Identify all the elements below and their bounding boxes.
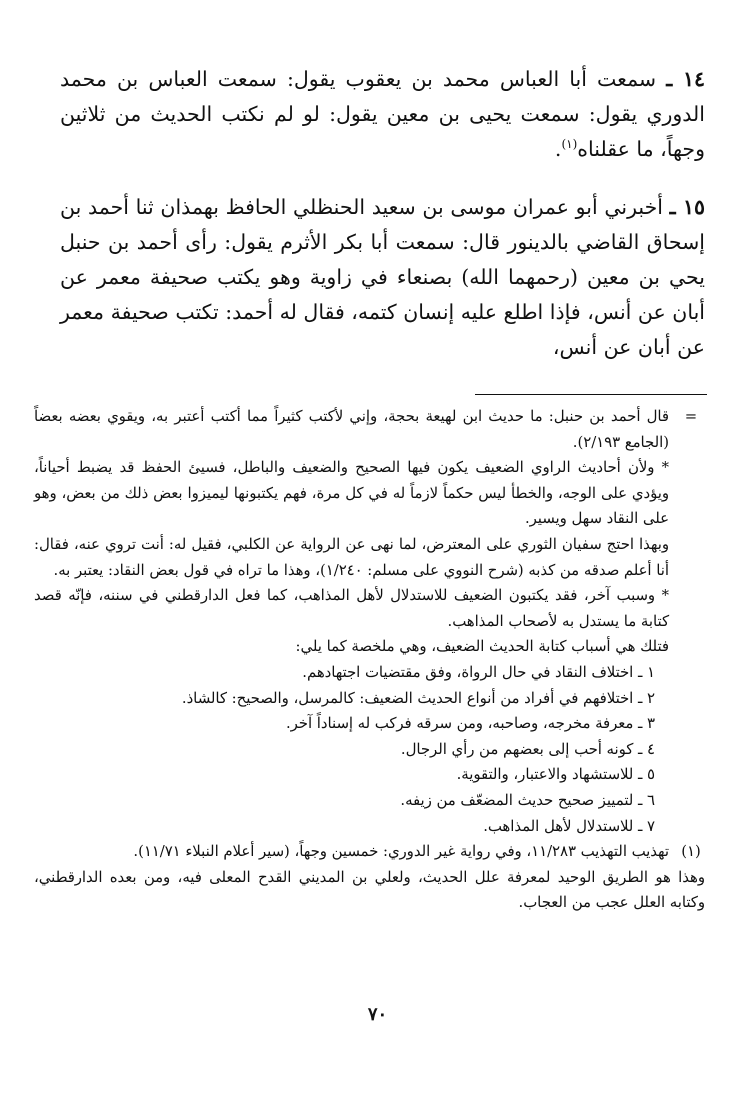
reason-item: ٢ ـ اختلافهم في أفراد من أنواع الحديث الضعيف: كالمرسل، والصحيح: كالشاذ.	[181, 689, 655, 707]
reason-item: ٧ ـ للاستدلال لأهل المذاهب.	[483, 817, 655, 835]
footnote-line: وهذا هو الطريق الوحيد لمعرفة علل الحديث، ولعلي بن المديني القدح المعلى فيه، ومن بعده الدارقطني، وكتابه العلل عجب من العجاب.	[34, 868, 705, 912]
paragraph-text: سمعت أبا العباس محمد بن يعقوب يقول: سمعت العباس بن محمد الدوري يقول: سمعت يحيى بن معين يقول: لو لم نكتب الحديث من ثلاثين وجهاً، ما عقلناه	[60, 67, 705, 161]
footnote-1	[34, 839, 705, 865]
footnote-marker: (١)	[681, 843, 701, 861]
continuation-marker: =	[684, 408, 698, 425]
footnote-continuation	[34, 404, 705, 839]
paragraph-number: ١٥ ـ	[669, 195, 705, 219]
footnote-line: فتلك هي أسباب كتابة الحديث الضعيف، وهي ملخصة كما يلي:	[295, 638, 669, 656]
footnote-divider	[475, 394, 707, 395]
footnote-line: وبهذا احتج سفيان الثوري على المعترض، لما نهى عن الرواية عن الكلبي، فقيل له: أنت تروي عنه، فقال: أنا أعلم صدقه من كذبه (شرح النووي على مسلم: ١/٢٤٠)، وهذا ما تراه في قول بعض النقاد: يعتبر به.	[34, 535, 669, 579]
footnote-line: * وسبب آخر، فقد يكتبون الضعيف للاستدلال لأهل المذاهب، كما فعل الدارقطني في سننه، فإنّه قصد كتابة ما يستدل به لأصحاب المذاهب.	[34, 587, 669, 630]
footnote-line: قال أحمد بن حنبل: ما حديث ابن لهيعة بحجة، وإني لأكتب كثيراً مما أكتب أعتبر به، ويقوي بعضه بعضاً (الجامع ٢/١٩٣).	[34, 408, 669, 451]
reason-item: ٤ ـ كونه أحب إلى بعضهم من رأي الرجال.	[400, 740, 655, 758]
paragraph-number: ١٤ ـ	[666, 67, 705, 91]
reason-item: ٦ ـ لتمييز صحيح حديث المضعّف من زيفه.	[400, 791, 655, 809]
reason-item: ٣ ـ معرفة مخرجه، وصاحبه، ومن سرقه فركب له إسناداً آخر.	[285, 715, 655, 733]
footnotes	[34, 404, 705, 916]
main-text	[60, 62, 705, 365]
footnote-line: تهذيب التهذيب ١١/٢٨٣، وفي رواية غير الدوري: خمسين وجهاً، (سير أعلام النبلاء ١١/٧١).	[133, 843, 669, 861]
paragraph-end: .	[554, 137, 562, 161]
paragraph-14	[60, 62, 705, 167]
paragraph-15	[60, 190, 705, 365]
reason-item: ١ ـ اختلاف النقاد في حال الرواة، وفق مقتضيات اجتهادهم.	[302, 663, 655, 681]
page-number: ٧٠	[367, 1004, 388, 1025]
footnote-reference[interactable]: (١)	[561, 137, 578, 152]
footnote-line: * ولأن أحاديث الراوي الضعيف يكون فيها الصحيح والضعيف والباطل، فسيئ الحفظ قد يضبط أحياناً، ويؤدي على الوجه، والخطأ ليس حكماً لازماً له في كل مرة، فهم يكتبونها ليميزوا بعض ذلك من بعض، وهو على النقاد سهل ويسير.	[34, 459, 669, 528]
reason-item: ٥ ـ للاستشهاد والاعتبار، والتقوية.	[456, 766, 655, 784]
paragraph-text: أخبرني أبو عمران موسى بن سعيد الحنظلي الحافظ بهمذان ثنا أحمد بن إسحاق القاضي بالدينور قال: سمعت أبا بكر الأثرم يقول: رأى أحمد بن حنبل يحي بن معين (رحمهما الله) بصنعاء في زاوية وهو يكتب صحيفة معمر عن أبان عن أنس، فإذا اطلع عليه إنسان كتمه، فقال له أحمد: تكتب صحيفة معمر عن أبان عن أنس،	[60, 195, 705, 359]
